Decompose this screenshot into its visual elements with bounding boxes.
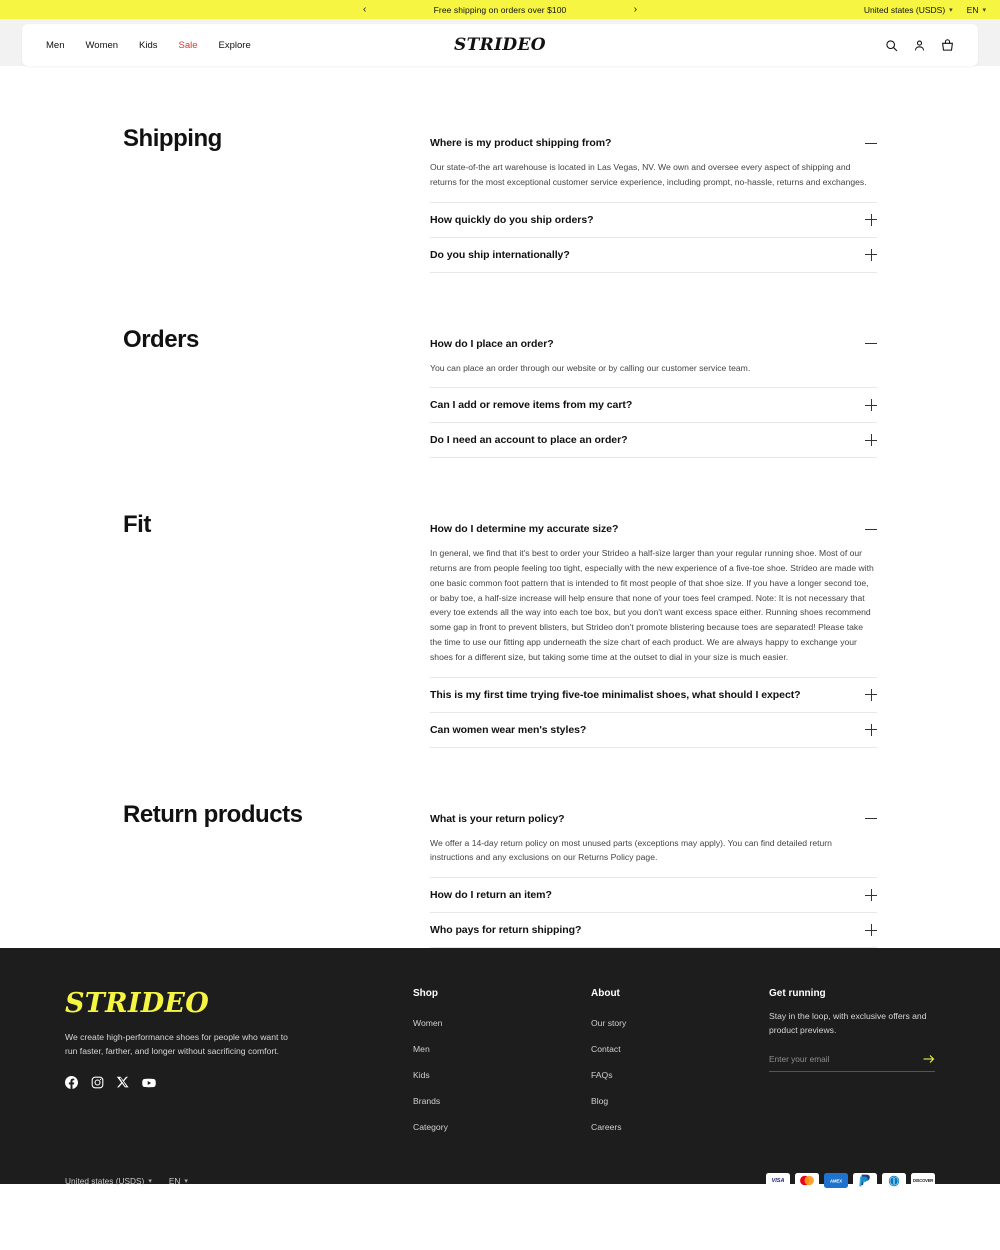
list-item	[591, 1091, 769, 1109]
x-icon[interactable]	[117, 1076, 129, 1090]
plus-icon	[865, 889, 877, 901]
faq-section-orders	[0, 327, 1000, 459]
language-selector-top-label: EN	[966, 4, 979, 15]
faq-question-toggle[interactable]	[430, 203, 877, 237]
section-spacer	[0, 458, 1000, 512]
header-wrapper	[0, 19, 1000, 66]
newsletter-signup	[769, 988, 935, 1143]
announcement-selectors	[864, 5, 986, 15]
chevron-down-icon: ▾	[949, 6, 953, 14]
faq-accordion	[430, 512, 877, 747]
faq-answer-text: You can place an order through our website or by calling our customer service team.	[430, 362, 751, 373]
faq-item	[430, 203, 877, 238]
footer-link-men[interactable]: Men	[413, 1044, 430, 1055]
faq-question-text: This is my first time trying five-toe minimalist shoes, what should I expect?	[430, 688, 801, 701]
payment-methods	[766, 1173, 935, 1188]
minus-icon	[865, 137, 877, 149]
newsletter-submit-button[interactable]	[923, 1054, 935, 1064]
faq-question-text: What is your return policy?	[430, 812, 565, 825]
faq-item	[430, 327, 877, 389]
site-logo: STRIDEO	[454, 35, 546, 55]
faq-answer-text: We offer a 14-day return policy on most unused parts (exceptions may apply). You can find detailed return instructions and any exclusions on our Returns Policy page.	[430, 837, 832, 863]
footer-column-heading: Shop	[413, 988, 438, 1000]
footer-column-shop	[413, 988, 591, 1143]
visa-icon: VISA	[766, 1173, 790, 1188]
footer-selectors	[65, 1176, 188, 1186]
faq-main	[0, 66, 1000, 948]
minus-icon	[865, 523, 877, 535]
plus-icon	[865, 434, 877, 446]
plus-icon	[865, 249, 877, 261]
faq-answer-text: In general, we find that it's best to order your Strideo a half-size larger than your regular running shoe. Most of our returns are from people feeling too tight, especially with the new experience of a five-toe shoe. Strideo are made with one basic common foot pattern that is intended to fit most people of that shoe size. If you have a longer second toe, or baby toe, a half-size increase will help ensure that none of your toes feel cramped. Note: It is not necessary that every toe extends all the way into each toe box, but you don't want excess space either. Running shoes recommend some gap in front to prevent blisters, but Strideo don't promote blistering because toes are separated! Please take the time to use our fitting app underneath the size chart of each product. We are always happy to exchange your shoes for a different size, but taking some time at the outset to dial in your size is much easier.	[430, 548, 874, 662]
list-item	[413, 1091, 591, 1109]
faq-question-toggle[interactable]	[430, 678, 877, 712]
faq-question-text: Who pays for return shipping?	[430, 924, 582, 937]
minus-icon	[865, 338, 877, 350]
faq-item	[430, 388, 877, 423]
email-field[interactable]	[769, 1054, 923, 1064]
arrow-right-icon	[923, 1052, 935, 1067]
site-footer	[0, 948, 1000, 1184]
footer-link-brands[interactable]: Brands	[413, 1096, 441, 1107]
facebook-icon[interactable]	[65, 1076, 78, 1090]
footer-column-heading: About	[591, 988, 620, 1000]
announcement-carousel	[0, 5, 1000, 15]
newsletter-description: Stay in the loop, with exclusive offers and product previews.	[769, 1011, 927, 1035]
faq-question-toggle[interactable]	[430, 327, 877, 361]
account-icon[interactable]	[913, 39, 926, 52]
footer-link-women[interactable]: Women	[413, 1018, 443, 1029]
youtube-icon[interactable]	[142, 1076, 156, 1090]
section-spacer	[0, 273, 1000, 327]
social-links	[65, 1076, 413, 1090]
faq-item	[430, 238, 877, 273]
footer-column-about	[591, 988, 769, 1143]
faq-item	[430, 512, 877, 677]
minus-icon	[865, 813, 877, 825]
plus-icon	[865, 214, 877, 226]
chevron-down-icon: ▾	[148, 1177, 152, 1185]
chevron-right-icon[interactable]: ›	[633, 3, 638, 15]
faq-question-toggle[interactable]	[430, 126, 877, 160]
newsletter-heading: Get running	[769, 988, 826, 1000]
footer-link-kids[interactable]: Kids	[413, 1070, 430, 1081]
faq-accordion	[430, 126, 877, 273]
footer-link-faqs[interactable]: FAQs	[591, 1070, 613, 1081]
language-selector-top[interactable]	[967, 5, 986, 15]
plus-icon	[865, 399, 877, 411]
announcement-bar	[0, 0, 1000, 19]
nav-item-men[interactable]: Men	[46, 39, 65, 51]
chevron-down-icon: ▾	[184, 1177, 188, 1185]
diners-club-icon	[882, 1173, 906, 1188]
list-item	[591, 1065, 769, 1083]
list-item	[591, 1039, 769, 1057]
faq-answer-text: Our state-of-the art warehouse is located in Las Vegas, NV. We own and oversee every aspect of shipping and returns for the most exceptional customer service experience, including prompt, no-hassle, returns and exchanges.	[430, 162, 867, 187]
faq-question-text: Can women wear men's styles?	[430, 723, 587, 736]
footer-description: We create high-performance shoes for people who want to run faster, farther, and longer without sacrificing comfort.	[65, 1032, 288, 1057]
faq-section-title: Orders	[123, 325, 199, 353]
list-item	[591, 1013, 769, 1031]
faq-section-return-products	[0, 802, 1000, 949]
discover-icon: DISCOVER	[911, 1173, 935, 1188]
faq-item	[430, 913, 877, 948]
country-selector-footer-label: United states (USDS)	[65, 1175, 145, 1186]
paypal-icon	[853, 1173, 877, 1188]
country-selector-footer[interactable]	[65, 1176, 152, 1186]
footer-logo: STRIDEO	[65, 988, 210, 1020]
faq-item	[430, 802, 877, 879]
faq-item	[430, 678, 877, 713]
chevron-left-icon[interactable]: ‹	[362, 3, 367, 15]
nav-item-women[interactable]: Women	[85, 39, 119, 51]
country-selector-top[interactable]	[864, 5, 953, 15]
faq-item	[430, 423, 877, 458]
country-selector-top-label: United states (USDS)	[863, 4, 946, 15]
svg-text:AMEX: AMEX	[829, 1178, 843, 1184]
list-item	[413, 1117, 591, 1135]
nav-item-kids[interactable]: Kids	[139, 39, 158, 51]
faq-question-text: Do I need an account to place an order?	[430, 434, 628, 447]
faq-accordion	[430, 802, 877, 949]
faq-question-toggle[interactable]	[430, 713, 877, 747]
faq-item	[430, 878, 877, 913]
faq-question-text: Do you ship internationally?	[430, 248, 570, 261]
nav-item-explore[interactable]: Explore	[218, 39, 251, 51]
header-actions	[885, 39, 954, 52]
faq-question-text: How do I determine my accurate size?	[430, 523, 619, 536]
section-spacer	[0, 748, 1000, 802]
faq-section-fit	[0, 512, 1000, 747]
footer-link-contact[interactable]: Contact	[591, 1044, 621, 1055]
list-item	[413, 1065, 591, 1083]
faq-item	[430, 713, 877, 748]
faq-accordion	[430, 327, 877, 459]
faq-question-toggle[interactable]	[430, 423, 877, 457]
list-item	[413, 1013, 591, 1031]
newsletter-form	[769, 1054, 935, 1072]
list-item	[591, 1117, 769, 1135]
footer-link-careers[interactable]: Careers	[591, 1122, 622, 1133]
footer-link-list	[413, 1013, 591, 1135]
instagram-icon[interactable]	[91, 1076, 104, 1090]
footer-bottom	[65, 1173, 935, 1188]
faq-item	[430, 126, 877, 203]
language-selector-footer[interactable]	[169, 1176, 188, 1186]
faq-question-text: Can I add or remove items from my cart?	[430, 399, 633, 412]
chevron-down-icon: ▾	[982, 6, 986, 14]
mastercard-icon	[795, 1173, 819, 1188]
faq-question-text: How do I place an order?	[430, 337, 554, 350]
main-navigation	[46, 40, 251, 51]
faq-question-toggle[interactable]	[430, 238, 877, 272]
faq-question-toggle[interactable]	[430, 388, 877, 422]
faq-section-shipping	[0, 126, 1000, 273]
plus-icon	[865, 924, 877, 936]
footer-top	[65, 988, 935, 1143]
faq-question-toggle[interactable]	[430, 802, 877, 836]
faq-question-text: How do I return an item?	[430, 889, 552, 902]
amex-icon	[824, 1173, 848, 1188]
faq-section-title: Shipping	[123, 125, 222, 152]
footer-link-category[interactable]: Category	[413, 1122, 448, 1133]
list-item	[413, 1039, 591, 1057]
faq-section-title: Return products	[123, 800, 303, 828]
search-icon[interactable]	[885, 39, 898, 52]
faq-question-toggle[interactable]	[430, 878, 877, 912]
faq-question-text: Where is my product shipping from?	[430, 137, 612, 149]
faq-question-toggle[interactable]	[430, 913, 877, 947]
footer-brand	[65, 988, 413, 1143]
faq-question-text: How quickly do you ship orders?	[430, 213, 594, 226]
faq-section-title: Fit	[123, 511, 151, 539]
site-header	[22, 24, 978, 66]
nav-item-sale[interactable]: Sale	[178, 39, 198, 51]
footer-link-list	[591, 1013, 769, 1135]
language-selector-footer-label: EN	[168, 1175, 181, 1186]
faq-question-toggle[interactable]	[430, 512, 877, 546]
footer-link-our-story[interactable]: Our story	[591, 1018, 627, 1029]
basket-icon[interactable]	[941, 39, 954, 52]
footer-link-blog[interactable]: Blog	[591, 1096, 609, 1107]
plus-icon	[865, 724, 877, 736]
plus-icon	[865, 689, 877, 701]
announcement-text: Free shipping on orders over $100	[433, 4, 567, 15]
